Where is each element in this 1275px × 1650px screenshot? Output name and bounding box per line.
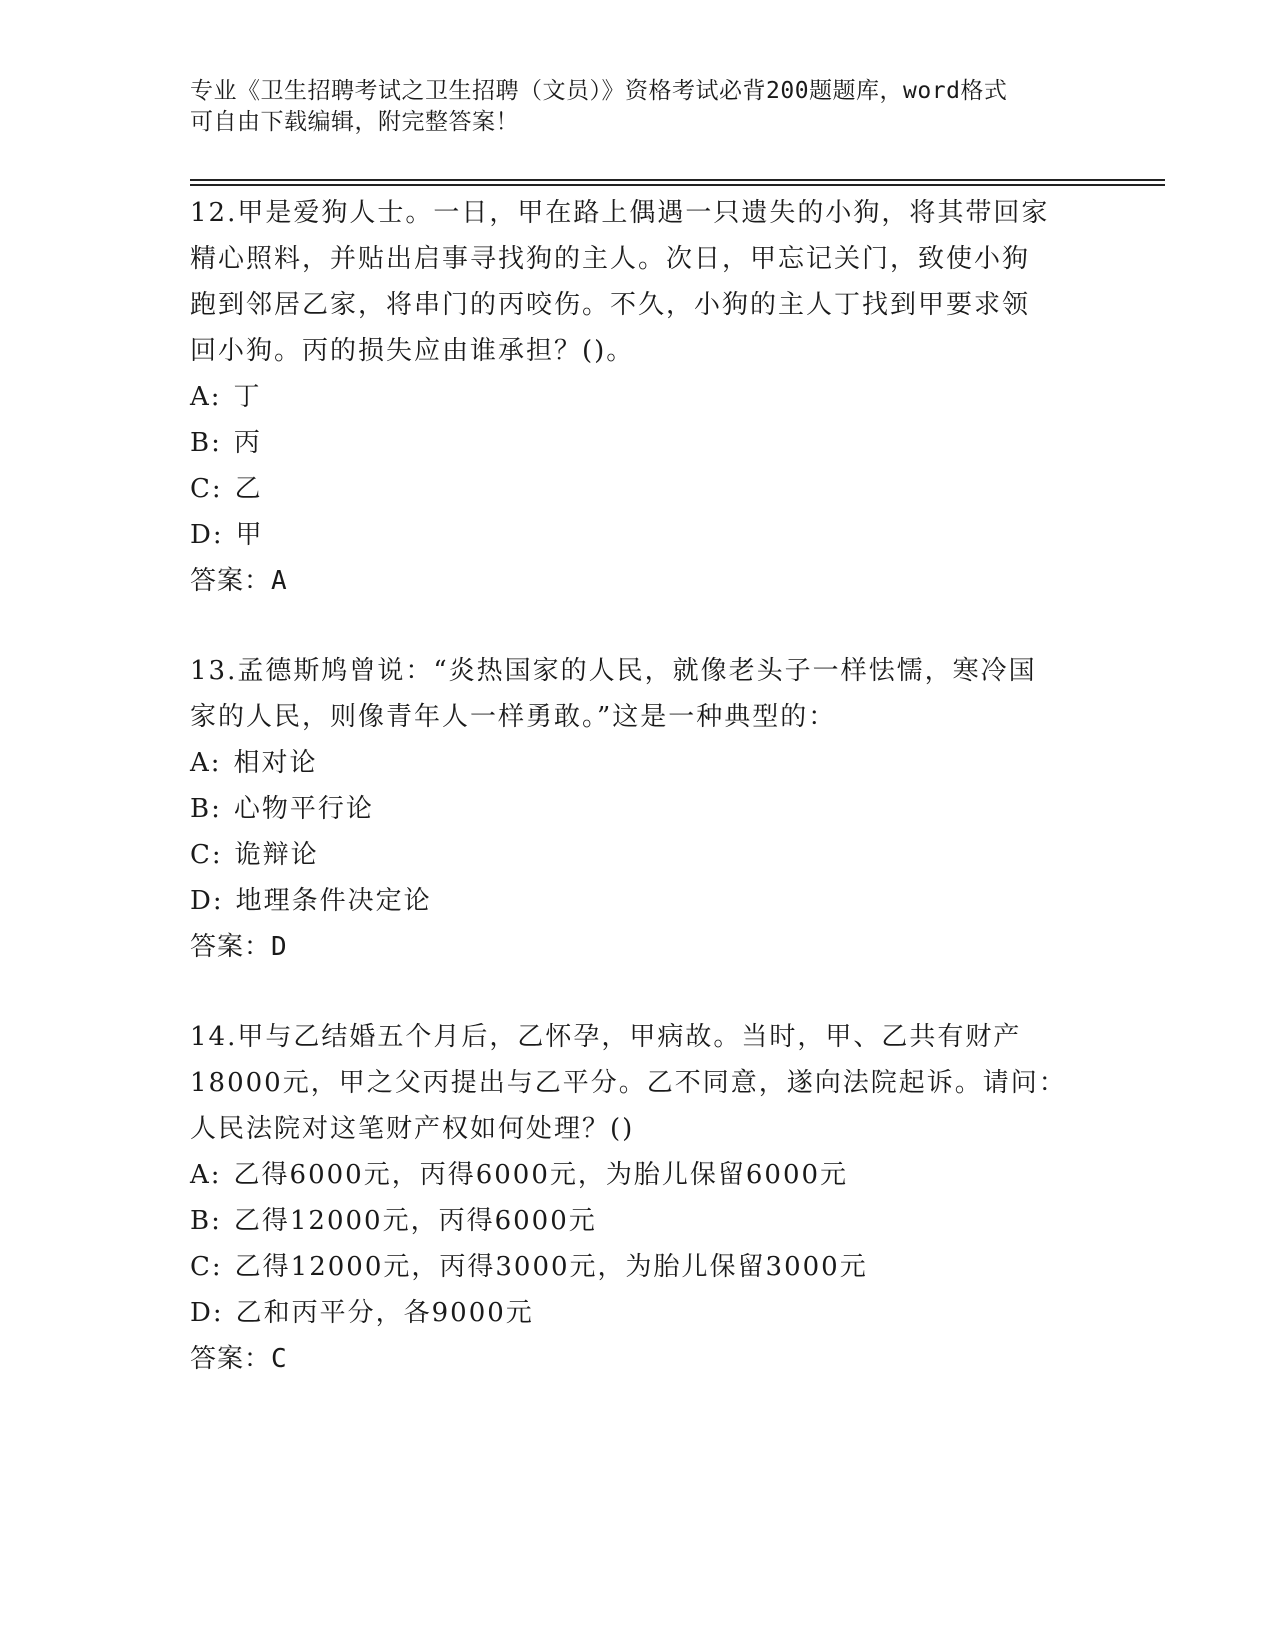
stem-line: 回小狗。丙的损失应由谁承担？()。 <box>190 336 635 366</box>
question-13 <box>190 648 1090 970</box>
option-key: B: <box>190 428 222 458</box>
option-text: 乙 <box>234 474 263 504</box>
option-text: 乙得12000元，丙得6000元 <box>233 1206 597 1236</box>
stem-line: 13.孟德斯鸠曾说：“炎热国家的人民，就像老头子一样怯懦，寒冷国 <box>190 656 1037 686</box>
option-text: 诡辩论 <box>234 840 319 870</box>
header-divider-top <box>190 179 1165 181</box>
option-a <box>190 374 1090 420</box>
option-b <box>190 1198 1090 1244</box>
option-c <box>190 832 1090 878</box>
option-d <box>190 1290 1090 1336</box>
stem-line: 18000元，甲之父丙提出与乙平分。乙不同意，遂向法院起诉。请问： <box>190 1068 1067 1098</box>
question-stem <box>190 648 1090 740</box>
question-spacer <box>190 970 1090 1014</box>
answer-line: 答案：D <box>190 932 288 962</box>
option-key: A: <box>190 748 222 778</box>
option-text: 丙 <box>233 428 262 458</box>
option-text: 乙和丙平分，各9000元 <box>235 1298 534 1328</box>
option-text: 相对论 <box>233 748 318 778</box>
option-text: 乙得6000元，丙得6000元，为胎儿保留6000元 <box>233 1160 849 1190</box>
answer-line: 答案：C <box>190 1344 288 1374</box>
option-text: 甲 <box>235 520 264 550</box>
option-key: C: <box>190 1252 223 1282</box>
header-line-2: 可自由下载编辑，附完整答案！ <box>190 109 519 135</box>
option-key: A: <box>190 382 222 412</box>
option-a <box>190 740 1090 786</box>
header-line-1: 专业《卫生招聘考试之卫生招聘（文员）》资格考试必背200题题库，word格式 <box>190 78 1008 104</box>
answer-line: 答案：A <box>190 566 288 596</box>
stem-line: 12.甲是爱狗人士。一日，甲在路上偶遇一只遗失的小狗，将其带回家 <box>190 198 1050 228</box>
option-key: A: <box>190 1160 222 1190</box>
question-stem <box>190 190 1090 374</box>
document-header <box>190 76 1090 138</box>
option-a <box>190 1152 1090 1198</box>
header-divider-bottom <box>190 184 1165 186</box>
option-key: C: <box>190 840 223 870</box>
question-list <box>190 190 1090 1382</box>
option-key: B: <box>190 794 222 824</box>
option-key: B: <box>190 1206 222 1236</box>
stem-line: 跑到邻居乙家，将串门的丙咬伤。不久，小狗的主人丁找到甲要求领 <box>190 290 1031 320</box>
question-14 <box>190 1014 1090 1382</box>
option-key: D: <box>190 886 224 916</box>
question-12 <box>190 190 1090 604</box>
option-b <box>190 786 1090 832</box>
option-text: 地理条件决定论 <box>235 886 432 916</box>
question-stem <box>190 1014 1090 1152</box>
option-d <box>190 878 1090 924</box>
option-d <box>190 512 1090 558</box>
option-c <box>190 466 1090 512</box>
stem-line: 人民法院对这笔财产权如何处理？() <box>190 1114 635 1144</box>
option-text: 乙得12000元，丙得3000元，为胎儿保留3000元 <box>234 1252 868 1282</box>
option-c <box>190 1244 1090 1290</box>
question-spacer <box>190 604 1090 648</box>
option-key: D: <box>190 520 224 550</box>
stem-line: 精心照料，并贴出启事寻找狗的主人。次日，甲忘记关门，致使小狗 <box>190 244 1031 274</box>
option-key: D: <box>190 1298 224 1328</box>
stem-line: 14.甲与乙结婚五个月后，乙怀孕，甲病故。当时，甲、乙共有财产 <box>190 1022 1022 1052</box>
option-text: 心物平行论 <box>233 794 374 824</box>
stem-line: 家的人民，则像青年人一样勇敢。”这是一种典型的： <box>190 702 837 732</box>
option-b <box>190 420 1090 466</box>
option-text: 丁 <box>233 382 262 412</box>
option-key: C: <box>190 474 223 504</box>
